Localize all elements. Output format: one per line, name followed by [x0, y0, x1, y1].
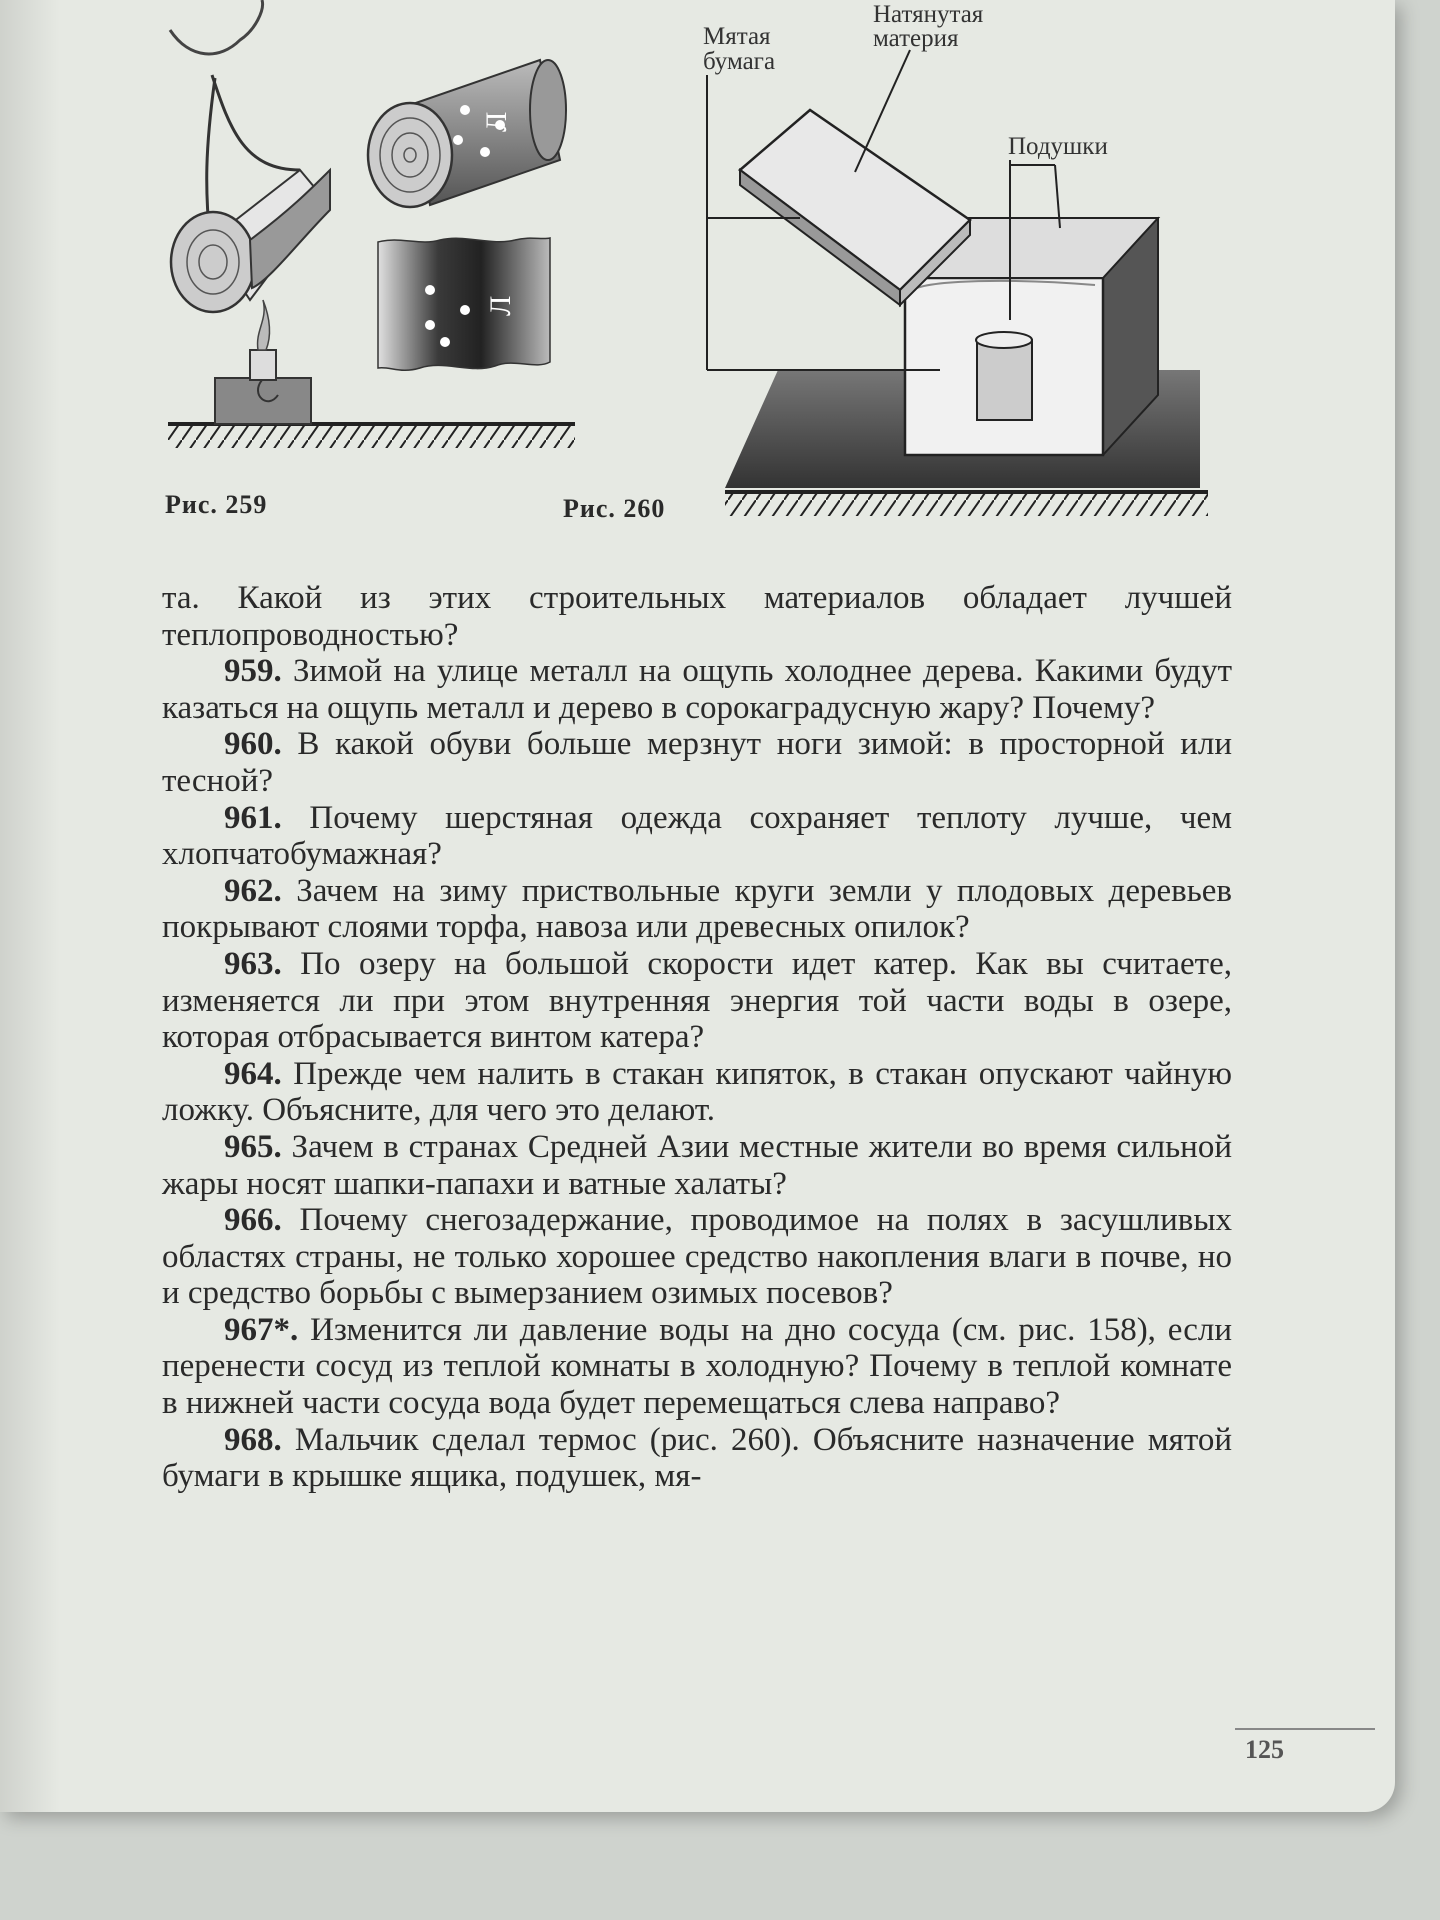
problem-number: 967*. — [224, 1311, 299, 1348]
fig259-letter-top: Л — [480, 111, 513, 132]
problem-text: Зимой на улице металл на ощупь холоднее дерева. Какими будут казаться на ощупь металл и дерево в сорокаградусную жару? Почему? — [162, 653, 1233, 726]
problem-number: 963. — [224, 945, 282, 982]
problem-text: Почему шерстяная одежда сохраняет теплоту лучше, чем хлопчатобумажная? — [162, 799, 1233, 873]
fig259-caption: Рис. 259 — [165, 490, 268, 519]
problem-964 — [162, 1056, 1232, 1129]
fig260-label-stretched-cloth-2: материя — [873, 25, 959, 52]
fig260-drawing — [707, 50, 1208, 516]
problem-966 — [162, 1202, 1232, 1312]
problem-number: 961. — [224, 799, 282, 836]
fig260-label-pillows: Подушки — [1008, 133, 1108, 160]
problem-number: 968. — [224, 1421, 282, 1458]
problem-960 — [162, 726, 1232, 799]
problem-text: Зачем на зиму приствольные круги земли у плодовых деревьев покрывают слоями торфа, навоза или древесных опилок? — [162, 872, 1233, 946]
page-number: 125 — [1245, 1735, 1284, 1764]
problem-text: По озеру на большой скорости идет катер. Как вы считаете, изменяется ли при этом внутренняя энергия той части воды в озере, которая отбрасывается винтом катера? — [162, 945, 1232, 1056]
fig259-drawing — [168, 0, 575, 448]
problem-text: Изменится ли давление воды на дно сосуда (см. рис. 158), если перенести сосуд из теплой комнаты в холодную? Почему в теплой комнате в нижней части сосуда вода будет перемещаться слева направо? — [162, 1311, 1232, 1422]
problem-962 — [162, 873, 1232, 946]
problem-968 — [162, 1422, 1232, 1495]
problem-967 — [162, 1312, 1232, 1422]
problem-number: 965. — [224, 1128, 282, 1165]
problem-text: Почему снегозадержание, проводимое на полях в засушливых областях страны, не только хорошее средство накопления влаги в почве, но и средство борьбы с вымерзанием озимых посевов? — [162, 1202, 1233, 1312]
problems-text — [162, 580, 1232, 1495]
problem-961 — [162, 800, 1232, 873]
problem-number: 960. — [224, 726, 282, 763]
problem-text: Прежде чем налить в стакан кипяток, в стакан опускают чайную ложку. Объясните, для чего это делают. — [162, 1055, 1233, 1129]
figures-area — [0, 0, 1395, 560]
problem-959 — [162, 653, 1232, 726]
problem-number: 966. — [224, 1202, 282, 1239]
continuation-text: та. Какой из этих строительных материалов обладает лучшей теплопроводностью? — [162, 580, 1232, 653]
problem-number: 962. — [224, 872, 282, 909]
problem-text: В какой обуви больше мерзнут ноги зимой: в просторной или тесной? — [162, 726, 1232, 799]
problem-text: Зачем в странах Средней Азии местные жители во время сильной жары носят шапки-папахи и ватные халаты? — [162, 1128, 1232, 1202]
fig259-letter-bottom: Л — [484, 295, 517, 316]
problem-number: 959. — [224, 653, 282, 690]
page-number-rule — [1235, 1728, 1375, 1730]
fig260-caption: Рис. 260 — [563, 494, 666, 523]
fig260-label-crumpled-paper-2: бумага — [703, 48, 776, 75]
problem-965 — [162, 1129, 1232, 1202]
fig260-label-stretched-cloth-1: Натянутая — [873, 1, 984, 28]
fig260-label-crumpled-paper-1: Мятая — [703, 23, 771, 50]
problem-963 — [162, 946, 1232, 1056]
problem-text: Мальчик сделал термос (рис. 260). Объясните назначение мятой бумаги в крышке ящика, подушек, мя- — [162, 1421, 1233, 1495]
figures-svg — [0, 0, 1395, 560]
problem-number: 964. — [224, 1055, 282, 1092]
